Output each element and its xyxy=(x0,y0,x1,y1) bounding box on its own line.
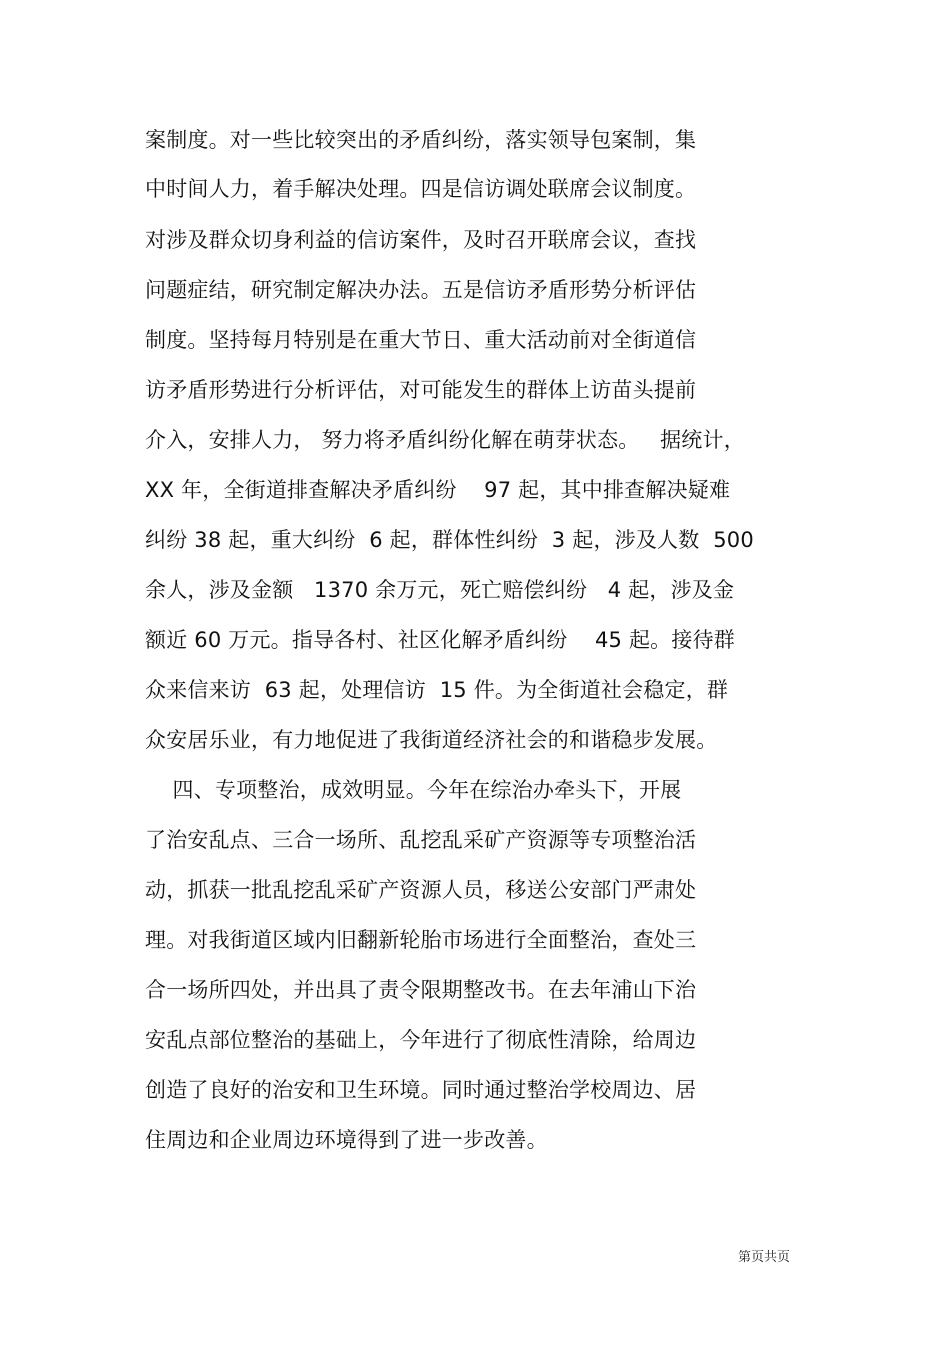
text-line: 安乱点部位整治的基础上，今年进行了彻底性清除，给周边 xyxy=(145,1028,697,1052)
text-line: XX 年，全街道排查解决矛盾纠纷 97 起，其中排查解决疑难 xyxy=(145,478,731,502)
text-line: 余人，涉及金额 1370 余万元，死亡赔偿纠纷 4 起，涉及金 xyxy=(145,578,735,602)
text-line: 对涉及群众切身利益的信访案件，及时召开联席会议，查找 xyxy=(145,228,697,252)
text-line: 中时间人力，着手解决处理。四是信访调处联席会议制度。 xyxy=(145,177,697,201)
text-line: 制度。坚持每月特别是在重大节日、重大活动前对全街道信 xyxy=(145,328,697,352)
text-line: 介入，安排人力， 努力将矛盾纠纷化解在萌芽状态。 据统计， xyxy=(145,428,745,452)
paragraph-first-line: 四、专项整治，成效明显。今年在综治办牵头下，开展 xyxy=(145,778,682,802)
text-line: 访矛盾形势进行分析评估，对可能发生的群体上访苗头提前 xyxy=(145,378,697,402)
text-line: 问题症结，研究制定解决办法。五是信访矛盾形势分析评估 xyxy=(145,278,697,302)
text-line: 众来信来访 63 起，处理信访 15 件。为全街道社会稳定，群 xyxy=(145,678,729,702)
text-line: 创造了良好的治安和卫生环境。同时通过整治学校周边、居 xyxy=(145,1078,697,1102)
page-number-footer: 第页共页 xyxy=(738,1250,791,1265)
text-line: 动，抓获一批乱挖乱采矿产资源人员，移送公安部门严肃处 xyxy=(145,878,697,902)
text-line: 住周边和企业周边环境得到了进一步改善。 xyxy=(145,1128,548,1152)
text-line: 众安居乐业，有力地促进了我街道经济社会的和谐稳步发展。 xyxy=(145,728,718,752)
text-line: 案制度。对一些比较突出的矛盾纠纷，落实领导包案制，集 xyxy=(145,128,697,152)
text-line: 了治安乱点、三合一场所、乱挖乱采矿产资源等专项整治活 xyxy=(145,828,697,852)
text-line: 额近 60 万元。指导各村、社区化解矛盾纠纷 45 起。接待群 xyxy=(145,628,735,652)
text-line: 纠纷 38 起，重大纠纷 6 起，群体性纠纷 3 起，涉及人数 500 xyxy=(145,528,754,552)
text-line: 理。对我街道区域内旧翻新轮胎市场进行全面整治，查处三 xyxy=(145,928,697,952)
text-line: 合一场所四处，并出具了责令限期整改书。在去年浦山下治 xyxy=(145,978,697,1002)
